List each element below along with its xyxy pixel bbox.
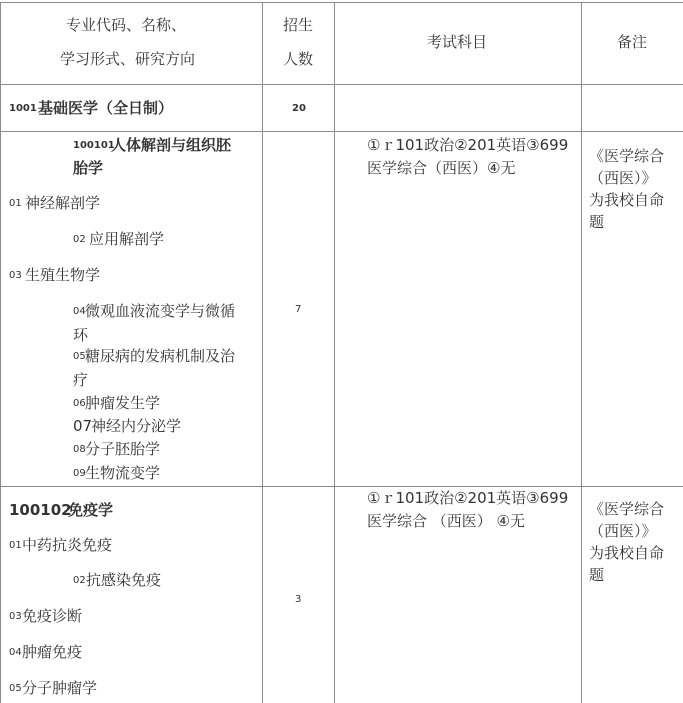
major-1-code: 100101: [73, 140, 115, 151]
major-1-subjects-line1: ①ｒ101政治②201英语③699: [367, 136, 569, 154]
major-2-dir-1-code: 01: [9, 540, 22, 551]
major-2-remark-line2: （西医）》: [589, 522, 657, 540]
major-1-dir-6-code: 06: [73, 398, 86, 409]
program-count: 20: [292, 103, 306, 114]
major-2-dir-3-name: 免疫诊断: [22, 607, 83, 625]
major-1-dir-9-code: 09: [73, 468, 86, 479]
major-2-remark-line4: 题: [589, 566, 605, 584]
major-2-subjects-line2: 医学综合 （西医） ④无: [367, 512, 525, 530]
major-2-dir-1-name: 中药抗炎免疫: [22, 536, 113, 554]
program-code: 1001: [9, 103, 37, 114]
header-subjects: 考试科目: [427, 33, 488, 51]
major-1-dir-4-code: 04: [73, 306, 86, 317]
row-divider-program: [0, 131, 683, 132]
major-2-dir-4-code: 04: [9, 647, 22, 658]
major-2-dir-3-code: 03: [9, 611, 22, 622]
major-1-count: 7: [295, 304, 302, 315]
program-name: 基础医学（全日制）: [38, 99, 174, 117]
column-divider-2: [334, 2, 335, 703]
row-divider-major-1: [0, 486, 683, 487]
major-1-dir-3-name: 生殖生物学: [25, 266, 101, 284]
major-1-remark-line2: （西医）》: [589, 169, 657, 187]
major-2-remark-line3: 为我校自命: [589, 544, 665, 562]
major-2-code: 100102: [9, 501, 72, 519]
major-1-dir-5-name-line2: 疗: [73, 371, 89, 389]
major-1-remark-line3: 为我校自命: [589, 191, 665, 209]
major-1-dir-5-name-line1: 糖尿病的发病机制及治: [85, 347, 236, 365]
major-2-dir-5-name: 分子肿瘤学: [22, 679, 98, 697]
major-2-dir-2-code: 02: [73, 575, 86, 586]
major-2-subjects-line1: ①ｒ101政治②201英语③699: [367, 489, 569, 507]
major-1-remark-line4: 题: [589, 213, 605, 231]
major-1-dir-9-name: 生物流变学: [85, 464, 161, 482]
major-1-dir-1-name: 神经解剖学: [25, 194, 101, 212]
header-major-line1: 专业代码、名称、: [66, 16, 187, 34]
header-enroll-line1: 招生: [283, 16, 314, 34]
major-2-dir-5-code: 05: [9, 683, 22, 694]
major-2-name: 免疫学: [68, 501, 114, 519]
major-1-dir-4-name-line1: 微观血液流变学与微循: [85, 302, 236, 320]
table-border-left: [0, 2, 1, 703]
major-1-dir-8-code: 08: [73, 444, 86, 455]
major-1-dir-4-name-line2: 环: [73, 326, 89, 344]
header-remarks: 备注: [617, 33, 648, 51]
major-1-dir-7-code: 07: [73, 417, 93, 435]
major-2-dir-4-name: 肿瘤免疫: [22, 643, 83, 661]
major-1-dir-6-name: 肿瘤发生学: [85, 394, 161, 412]
major-2-count: 3: [295, 594, 302, 605]
major-2-remark-line1: 《医学综合: [589, 500, 665, 518]
major-1-dir-7-name: 神经内分泌学: [91, 417, 182, 435]
major-2-dir-2-name: 抗感染免疫: [86, 571, 162, 589]
major-1-dir-1-code: 01: [9, 198, 22, 209]
header-major-line2: 学习形式、研究方向: [60, 50, 196, 68]
column-divider-3: [581, 2, 582, 703]
major-1-dir-2-code: 02: [73, 234, 86, 245]
major-1-name-line2: 胎学: [73, 159, 104, 177]
major-1-subjects-line2: 医学综合（西医）④无: [367, 159, 516, 177]
major-1-dir-3-code: 03: [9, 270, 22, 281]
major-1-dir-2-name: 应用解剖学: [89, 230, 165, 248]
row-divider-header: [0, 84, 683, 85]
column-divider-1: [262, 2, 263, 703]
major-1-remark-line1: 《医学综合: [589, 147, 665, 165]
header-enroll-line2: 人数: [283, 50, 314, 68]
major-1-dir-8-name: 分子胚胎学: [85, 440, 161, 458]
major-1-dir-5-code: 05: [73, 351, 86, 362]
major-1-name-line1: 人体解剖与组织胚: [111, 136, 232, 154]
